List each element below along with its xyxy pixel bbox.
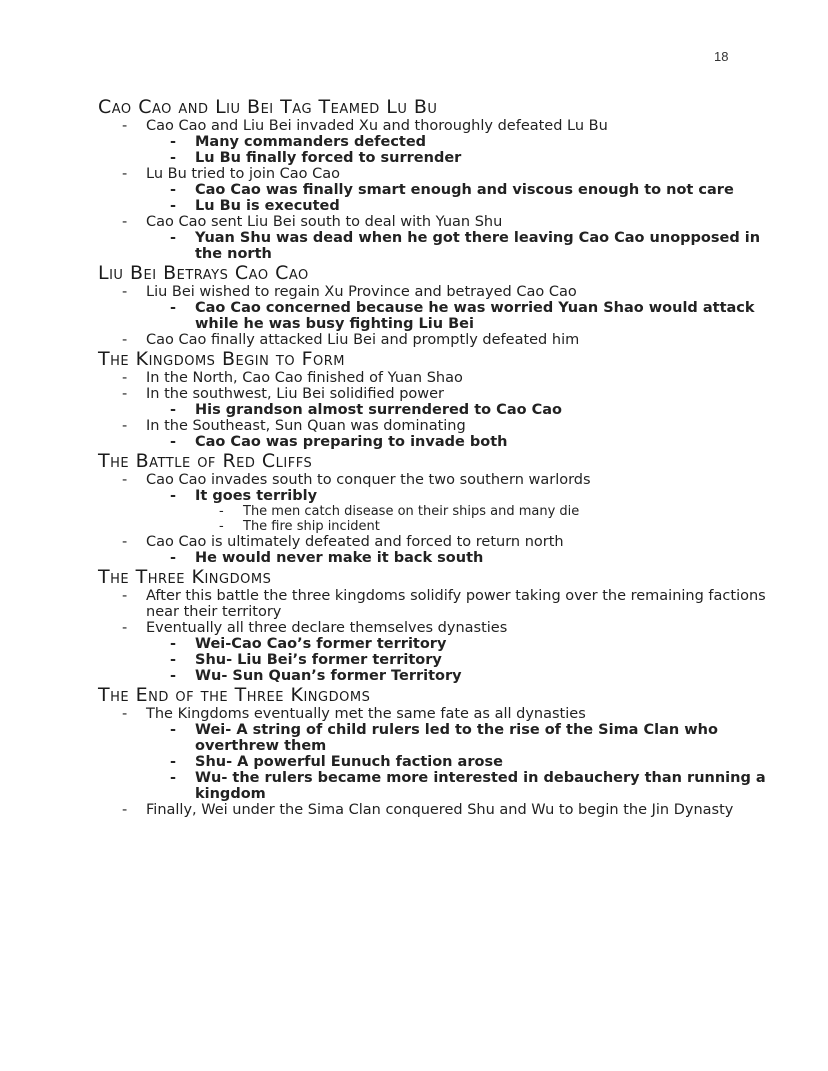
dash-bullet-icon: -	[122, 472, 128, 488]
dash-bullet-icon: -	[122, 332, 128, 348]
list-item-level-1	[98, 418, 788, 434]
list-item-text: His grandson almost surrendered to Cao Cao	[195, 402, 563, 418]
section	[98, 684, 788, 818]
list-item-text: Cao Cao concerned because he was worried Yuan Shao would attack while he was busy fighting Liu Bei	[195, 300, 755, 332]
list-item-text: Liu Bei wished to regain Xu Province and betrayed Cao Cao	[146, 284, 577, 300]
dash-bullet-icon: -	[122, 802, 128, 818]
section-heading: The End of the Three Kingdoms	[98, 684, 371, 706]
section-heading: The Battle of Red Cliffs	[98, 450, 313, 472]
bullet-list	[98, 370, 788, 450]
list-item-level-1	[98, 620, 788, 636]
list-item-level-1	[98, 534, 788, 550]
dash-bullet-icon: -	[122, 214, 128, 230]
dash-bullet-icon: -	[170, 722, 177, 738]
dash-bullet-icon: -	[219, 519, 224, 534]
list-item-level-1	[98, 214, 788, 230]
list-item-level-2	[98, 770, 788, 802]
list-item-level-1	[98, 706, 788, 722]
dash-bullet-icon: -	[122, 370, 128, 386]
section-heading: The Three Kingdoms	[98, 566, 272, 588]
list-item-level-2	[98, 300, 788, 332]
list-item-level-2	[98, 150, 788, 166]
list-item-text: The Kingdoms eventually met the same fate as all dynasties	[146, 706, 586, 722]
list-item-text: Many commanders defected	[195, 134, 427, 150]
list-item-level-1	[98, 386, 788, 402]
list-item-level-2	[98, 198, 788, 214]
list-item-level-3	[98, 519, 788, 534]
dash-bullet-icon: -	[170, 150, 177, 166]
document-body	[98, 96, 788, 818]
list-item-text: Cao Cao finally attacked Liu Bei and promptly defeated him	[146, 332, 580, 348]
list-item-text: Lu Bu is executed	[195, 198, 340, 214]
dash-bullet-icon: -	[170, 668, 177, 684]
list-item-text: Cao Cao sent Liu Bei south to deal with Yuan Shu	[146, 214, 503, 230]
dash-bullet-icon: -	[219, 504, 224, 519]
dash-bullet-icon: -	[170, 636, 177, 652]
list-item-level-2	[98, 134, 788, 150]
list-item-level-1	[98, 118, 788, 134]
list-item-text: Lu Bu tried to join Cao Cao	[146, 166, 341, 182]
dash-bullet-icon: -	[122, 534, 128, 550]
dash-bullet-icon: -	[122, 620, 128, 636]
bullet-list	[98, 588, 788, 684]
list-item-text: Cao Cao invades south to conquer the two southern warlords	[146, 472, 591, 488]
list-item-level-2	[98, 550, 788, 566]
dash-bullet-icon: -	[122, 284, 128, 300]
bullet-list	[98, 472, 788, 566]
list-item-level-2	[98, 652, 788, 668]
list-item-text: After this battle the three kingdoms solidify power taking over the remaining factions near their territory	[146, 588, 766, 620]
list-item-text: In the southwest, Liu Bei solidified power	[146, 386, 445, 402]
dash-bullet-icon: -	[170, 182, 177, 198]
dash-bullet-icon: -	[122, 418, 128, 434]
list-item-level-1	[98, 284, 788, 300]
list-item-level-2	[98, 230, 788, 262]
list-item-text: Yuan Shu was dead when he got there leaving Cao Cao unopposed in the north	[195, 230, 761, 262]
dash-bullet-icon: -	[122, 386, 128, 402]
dash-bullet-icon: -	[170, 300, 177, 316]
section-heading: Cao Cao and Liu Bei Tag Teamed Lu Bu	[98, 96, 438, 118]
list-item-text: Wei-Cao Cao’s former territory	[195, 636, 447, 652]
section-heading: The Kingdoms Begin to Form	[98, 348, 346, 370]
bullet-list	[98, 284, 788, 348]
bullet-list	[98, 706, 788, 818]
list-item-text: Cao Cao and Liu Bei invaded Xu and thoroughly defeated Lu Bu	[146, 118, 608, 134]
list-item-text: Shu- A powerful Eunuch faction arose	[195, 754, 503, 770]
list-item-level-1	[98, 332, 788, 348]
dash-bullet-icon: -	[122, 706, 128, 722]
list-item-level-2	[98, 754, 788, 770]
list-item-level-2	[98, 488, 788, 504]
list-item-level-2	[98, 402, 788, 418]
list-item-level-1	[98, 802, 788, 818]
list-item-level-1	[98, 472, 788, 488]
list-item-level-1	[98, 588, 788, 620]
list-item-level-3	[98, 504, 788, 519]
section-heading: Liu Bei Betrays Cao Cao	[98, 262, 309, 284]
dash-bullet-icon: -	[170, 550, 177, 566]
list-item-level-2	[98, 182, 788, 198]
list-item-level-1	[98, 370, 788, 386]
page-number: 18	[714, 49, 729, 64]
list-item-text: The men catch disease on their ships and many die	[243, 504, 580, 519]
dash-bullet-icon: -	[170, 488, 177, 504]
section	[98, 262, 788, 348]
list-item-text: The fire ship incident	[243, 519, 380, 534]
dash-bullet-icon: -	[170, 434, 177, 450]
list-item-level-2	[98, 434, 788, 450]
list-item-text: Finally, Wei under the Sima Clan conquered Shu and Wu to begin the Jin Dynasty	[146, 802, 734, 818]
list-item-text: In the Southeast, Sun Quan was dominating	[146, 418, 466, 434]
dash-bullet-icon: -	[170, 754, 177, 770]
section	[98, 348, 788, 450]
section	[98, 566, 788, 684]
section	[98, 450, 788, 566]
list-item-text: Cao Cao was preparing to invade both	[195, 434, 508, 450]
list-item-text: Cao Cao was finally smart enough and viscous enough to not care	[195, 182, 734, 198]
list-item-text: In the North, Cao Cao finished of Yuan Shao	[146, 370, 463, 386]
dash-bullet-icon: -	[170, 652, 177, 668]
list-item-text: Lu Bu finally forced to surrender	[195, 150, 462, 166]
dash-bullet-icon: -	[122, 118, 128, 134]
dash-bullet-icon: -	[122, 588, 128, 604]
dash-bullet-icon: -	[170, 402, 177, 418]
list-item-text: It goes terribly	[195, 488, 318, 504]
section	[98, 96, 788, 262]
dash-bullet-icon: -	[170, 770, 177, 786]
list-item-text: Eventually all three declare themselves dynasties	[146, 620, 508, 636]
dash-bullet-icon: -	[170, 230, 177, 246]
list-item-text: Cao Cao is ultimately defeated and forced to return north	[146, 534, 564, 550]
list-item-level-2	[98, 722, 788, 754]
list-item-text: Wu- Sun Quan’s former Territory	[195, 668, 462, 684]
list-item-text: He would never make it back south	[195, 550, 484, 566]
list-item-text: Shu- Liu Bei’s former territory	[195, 652, 442, 668]
bullet-list	[98, 118, 788, 262]
dash-bullet-icon: -	[122, 166, 128, 182]
list-item-level-1	[98, 166, 788, 182]
dash-bullet-icon: -	[170, 134, 177, 150]
list-item-level-2	[98, 668, 788, 684]
list-item-level-2	[98, 636, 788, 652]
dash-bullet-icon: -	[170, 198, 177, 214]
list-item-text: Wu- the rulers became more interested in debauchery than running a kingdom	[195, 770, 766, 802]
list-item-text: Wei- A string of child rulers led to the rise of the Sima Clan who overthrew them	[195, 722, 718, 754]
